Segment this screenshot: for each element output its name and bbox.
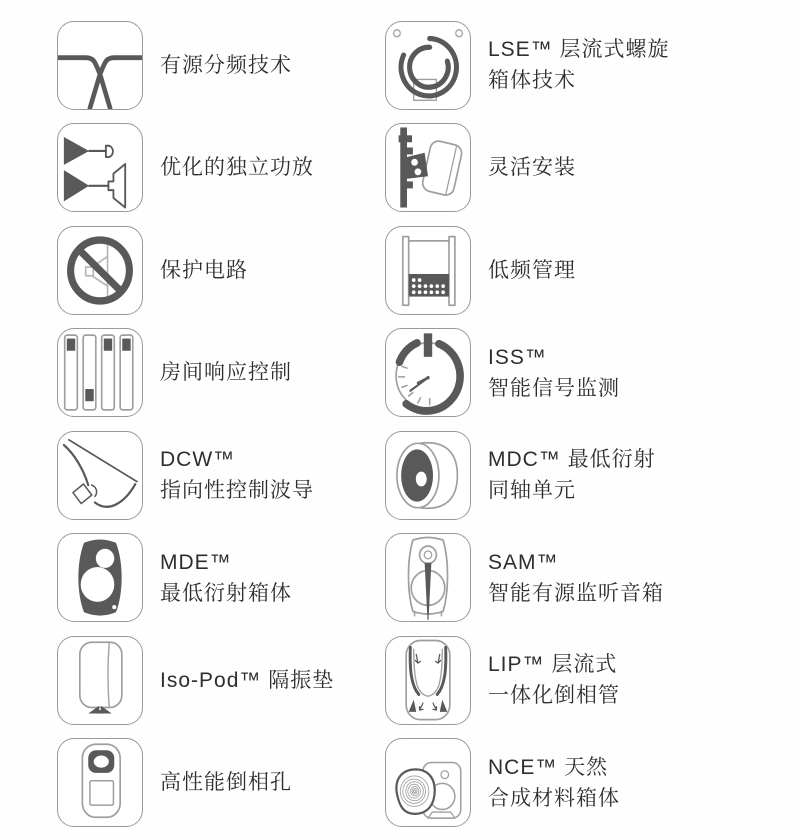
feature-label xyxy=(488,547,664,609)
label-line: 灵活安装 xyxy=(488,156,576,180)
nce-material-icon xyxy=(385,738,471,827)
protection-circuit-icon xyxy=(57,226,143,315)
iso-pod-icon xyxy=(57,636,143,725)
feature-item-isopod xyxy=(57,629,385,732)
feature-item-crossover xyxy=(57,14,385,117)
independent-amplifiers-icon xyxy=(57,123,143,212)
dcw-waveguide-icon xyxy=(57,431,143,520)
feature-item-mde xyxy=(57,527,385,630)
label-line: MDC™ 最低衍射 xyxy=(488,448,656,472)
label-line: 高性能倒相孔 xyxy=(160,771,292,795)
feature-item-amplifiers xyxy=(57,117,385,220)
room-response-control-icon xyxy=(57,328,143,417)
feature-label xyxy=(488,752,620,814)
high-performance-port-icon xyxy=(57,738,143,827)
feature-item-iss xyxy=(385,322,799,425)
label-line: 最低衍射箱体 xyxy=(160,581,292,605)
label-line: SAM™ xyxy=(488,550,559,574)
feature-item-lip xyxy=(385,629,799,732)
label-line: 同轴单元 xyxy=(488,479,576,503)
sam-monitor-icon xyxy=(385,533,471,622)
label-line: 合成材料箱体 xyxy=(488,786,620,810)
feature-label xyxy=(488,342,620,404)
feature-item-lse xyxy=(385,14,799,117)
label-line: 优化的独立功放 xyxy=(160,156,314,180)
feature-label xyxy=(160,665,334,696)
feature-label xyxy=(160,357,292,388)
feature-item-mounting xyxy=(385,117,799,220)
feature-item-dcw xyxy=(57,424,385,527)
feature-label xyxy=(160,444,314,506)
label-line: 一体化倒相管 xyxy=(488,684,620,708)
mdc-coaxial-driver-icon xyxy=(385,431,471,520)
feature-label xyxy=(488,444,656,506)
label-line: 保护电路 xyxy=(160,258,248,282)
feature-item-mdc xyxy=(385,424,799,527)
label-line: DCW™ xyxy=(160,448,236,472)
label-line: LIP™ 层流式 xyxy=(488,653,618,677)
label-line: 箱体技术 xyxy=(488,69,576,93)
label-line: 低频管理 xyxy=(488,258,576,282)
lip-reflex-port-icon xyxy=(385,636,471,725)
feature-item-sam xyxy=(385,527,799,630)
feature-item-room-response xyxy=(57,322,385,425)
lse-spiral-enclosure-icon xyxy=(385,21,471,110)
label-line: MDE™ xyxy=(160,550,232,574)
feature-label xyxy=(160,547,292,609)
feature-label xyxy=(488,34,670,96)
feature-label xyxy=(488,152,576,183)
label-line: 指向性控制波导 xyxy=(160,479,314,503)
feature-item-bass-management xyxy=(385,219,799,322)
feature-item-nce xyxy=(385,732,799,835)
feature-item-protection xyxy=(57,219,385,322)
feature-label xyxy=(160,152,314,183)
label-line: ISS™ xyxy=(488,345,547,369)
label-line: LSE™ 层流式螺旋 xyxy=(488,38,670,62)
iss-signal-sensing-icon xyxy=(385,328,471,417)
label-line: 智能信号监测 xyxy=(488,376,620,400)
feature-label xyxy=(160,767,292,798)
feature-label xyxy=(160,255,248,286)
label-line: NCE™ 天然 xyxy=(488,755,609,779)
mde-enclosure-icon xyxy=(57,533,143,622)
label-line: 有源分频技术 xyxy=(160,53,292,77)
label-line: 房间响应控制 xyxy=(160,361,292,385)
feature-label xyxy=(488,649,620,711)
label-line: Iso-Pod™ 隔振垫 xyxy=(160,668,335,692)
label-line: 智能有源监听音箱 xyxy=(488,581,664,605)
crossover-icon xyxy=(57,21,143,110)
bass-management-icon xyxy=(385,226,471,315)
feature-item-reflex-port xyxy=(57,732,385,835)
flexible-mounting-icon xyxy=(385,123,471,212)
feature-label xyxy=(160,50,292,81)
feature-label xyxy=(488,255,576,286)
